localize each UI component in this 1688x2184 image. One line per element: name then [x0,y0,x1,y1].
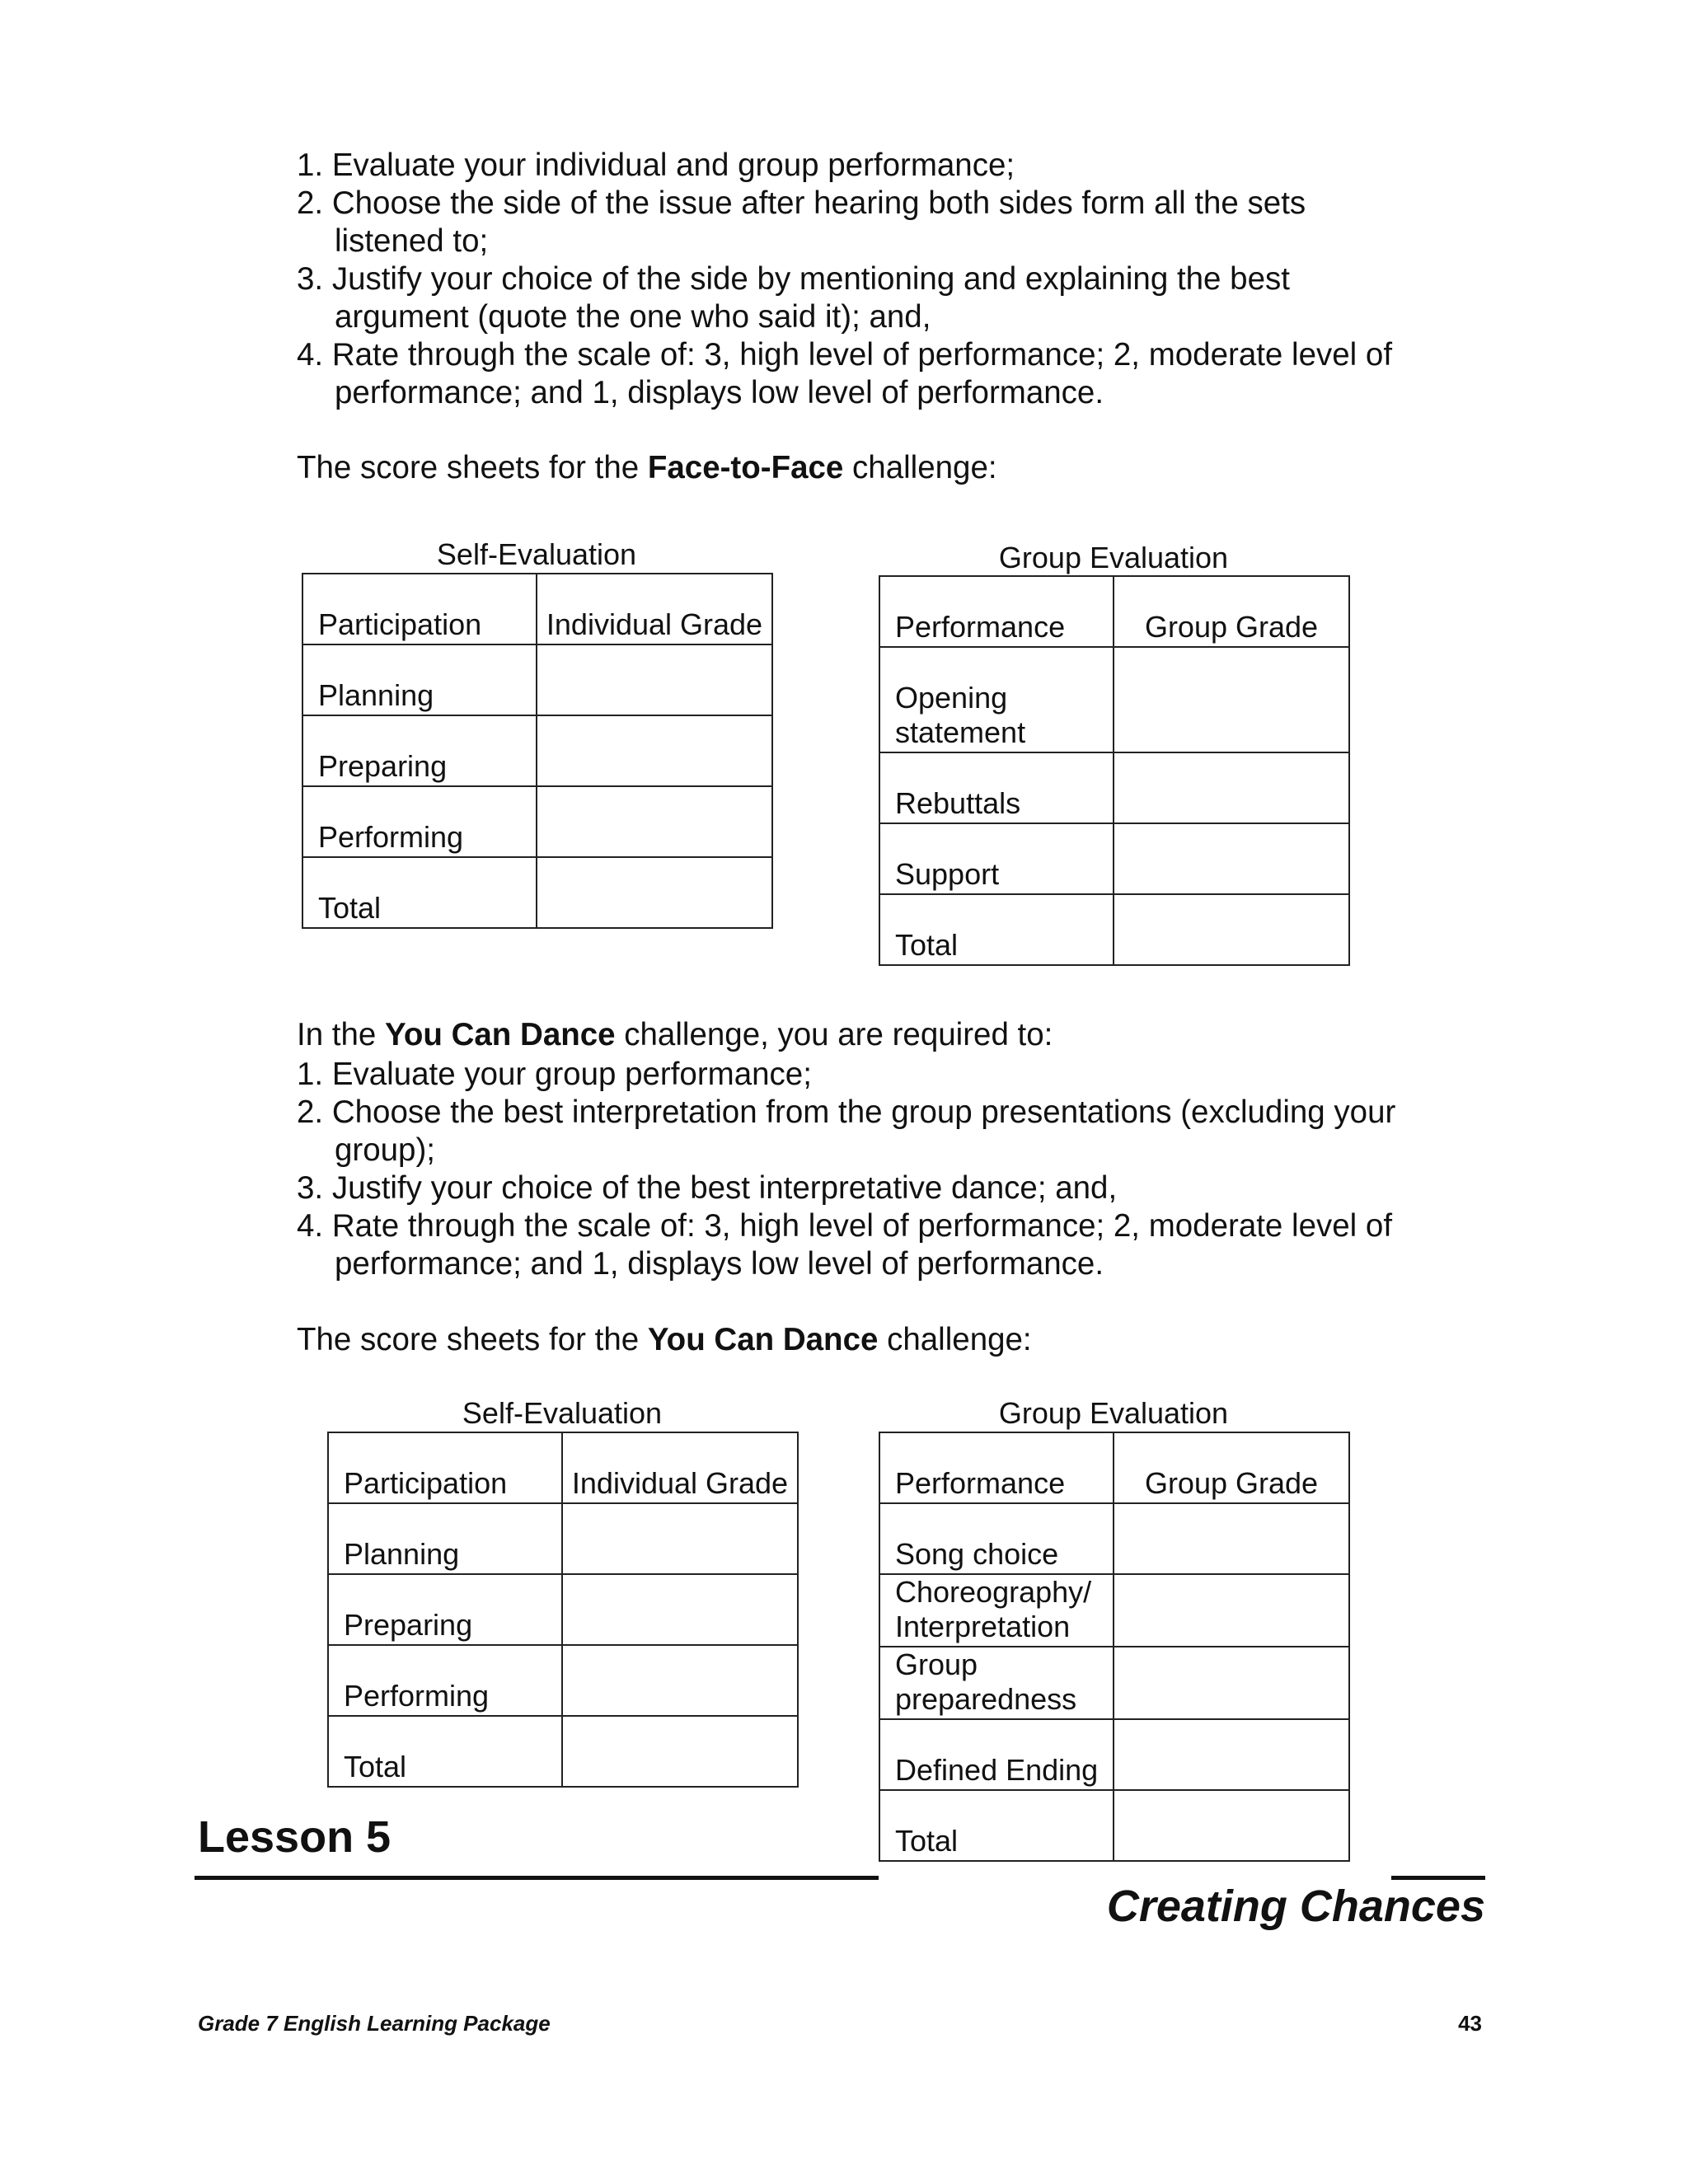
table-row: Total [879,1790,1349,1861]
ftf-self-caption: Self-Evaluation [436,537,637,571]
grade-cell[interactable] [1114,1503,1349,1574]
list-item: 2. Choose the side of the issue after hearing both sides form all the sets listened to; [297,185,1306,259]
ftf-group-evaluation-table [879,575,1350,966]
table-row: Rebuttals [879,752,1349,823]
table-row: Planning [328,1503,798,1574]
grade-cell[interactable] [1114,1574,1349,1647]
grade-cell[interactable] [562,1503,798,1574]
table-row: Performance Group Grade [879,1432,1349,1503]
debate-instructions-list [297,147,1451,412]
table-row: Performing [328,1645,798,1716]
grade-cell[interactable] [1114,1719,1349,1790]
grade-cell[interactable] [562,1574,798,1645]
unit-title: Creating Chances [1106,1882,1485,1931]
grade-cell[interactable] [537,644,772,715]
grade-cell[interactable] [1114,823,1349,894]
table-row: Defined Ending [879,1719,1349,1790]
ftf-group-caption: Group Evaluation [998,541,1229,574]
table-row: Planning [302,644,772,715]
list-item: 3. Justify your choice of the side by mentioning and explaining the best argument (quote the one who said it); and, [297,261,1290,335]
ycd-self-caption: Self-Evaluation [462,1396,663,1430]
list-item: 2. Choose the best interpretation from the group presentations (excluding your group); [297,1094,1396,1168]
table-row: Group preparedness [879,1647,1349,1719]
table-row: Total [879,894,1349,965]
table-row: Choreography/ Interpretation [879,1574,1349,1647]
table-row: Performing [302,786,772,857]
table-row: Preparing [328,1574,798,1645]
ycd-group-evaluation-table [879,1432,1350,1862]
dance-instructions-list [297,1056,1451,1283]
table-row: Support [879,823,1349,894]
face-to-face-score-heading: The score sheets for the Face-to-Face challenge: [297,450,997,485]
ycd-self-evaluation-table [327,1432,799,1788]
lesson-title: Lesson 5 [198,1812,392,1862]
grade-cell[interactable] [537,857,772,928]
list-item: 3. Justify your choice of the best interpretative dance; and, [297,1170,1118,1206]
ftf-self-evaluation-table [302,573,773,929]
you-can-dance-intro: In the You Can Dance challenge, you are required to: [297,1017,1053,1052]
table-row: Total [302,857,772,928]
table-row: Performance Group Grade [879,576,1349,647]
you-can-dance-score-heading: The score sheets for the You Can Dance challenge: [297,1322,1032,1357]
grade-cell[interactable] [537,786,772,857]
grade-cell[interactable] [562,1645,798,1716]
list-item: 1. Evaluate your individual and group performance; [297,148,1015,183]
divider [1391,1876,1485,1880]
grade-cell[interactable] [1114,894,1349,965]
grade-cell[interactable] [1114,752,1349,823]
table-row: Participation Individual Grade [302,574,772,644]
footer-package-title: Grade 7 English Learning Package [198,2011,551,2036]
divider [195,1876,879,1880]
ycd-group-caption: Group Evaluation [998,1396,1229,1430]
list-item: 4. Rate through the scale of: 3, high level of performance; 2, moderate level of performance; and 1, displays low level of performance. [297,1208,1393,1282]
grade-cell[interactable] [537,715,772,786]
table-row: Participation Individual Grade [328,1432,798,1503]
list-item: 1. Evaluate your group performance; [297,1057,812,1092]
page-number: 43 [1458,2011,1482,2036]
table-row: Total [328,1716,798,1787]
grade-cell[interactable] [1114,1647,1349,1719]
table-row: Opening statement [879,647,1349,752]
table-row: Preparing [302,715,772,786]
grade-cell[interactable] [1114,1790,1349,1861]
list-item: 4. Rate through the scale of: 3, high level of performance; 2, moderate level of performance; and 1, displays low level of performance. [297,337,1393,410]
table-row: Song choice [879,1503,1349,1574]
grade-cell[interactable] [1114,647,1349,752]
grade-cell[interactable] [562,1716,798,1787]
